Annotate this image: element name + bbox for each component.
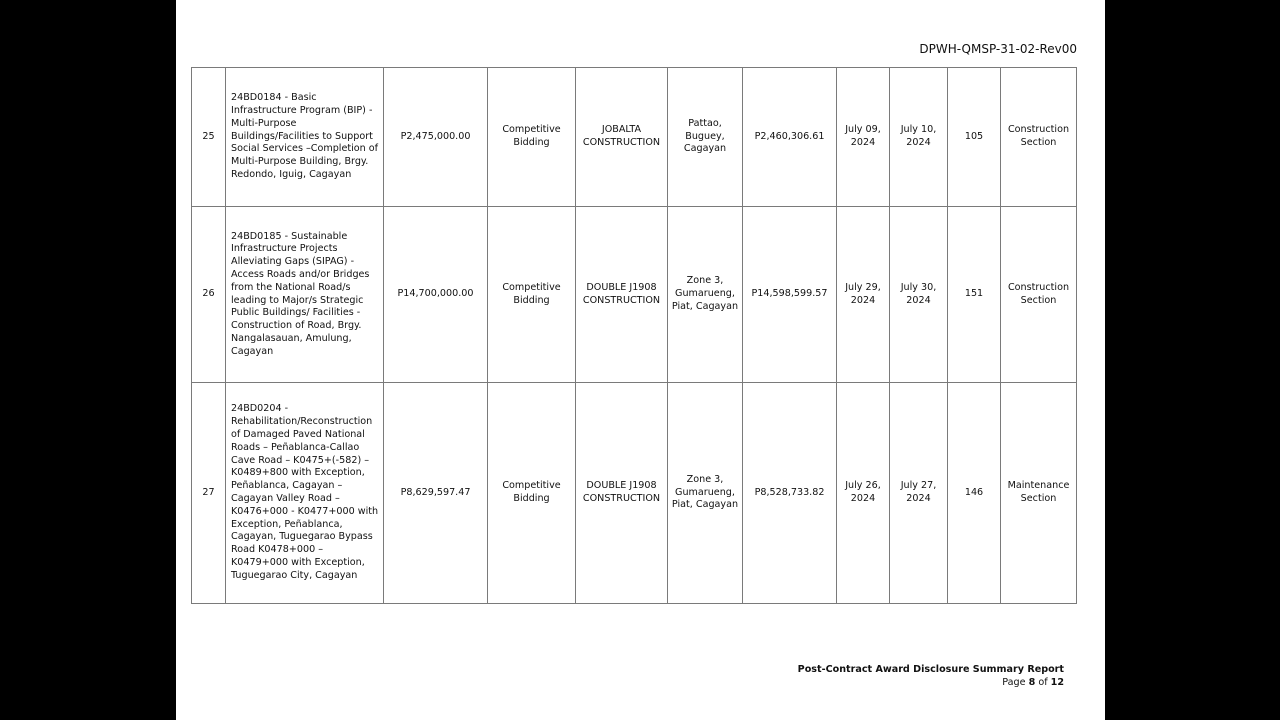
ntp-date: July 30, 2024 [890, 207, 948, 383]
contract-amount: P2,460,306.61 [743, 68, 837, 207]
page-current: 8 [1028, 676, 1036, 688]
contract-duration: 151 [948, 207, 1001, 383]
approved-budget: P2,475,000.00 [384, 68, 488, 207]
document-page [176, 0, 1105, 720]
project-description: 24BD0185 - Sustainable Infrastructure Projects Alleviating Gaps (SIPAG) - Access Roads and/or Bridges from the National Road/s leading to Major/s Strategic Public Buildings/ Facilities - Construction of Road, Brgy. Nangalasauan, Amulung, Cagayan [226, 207, 384, 383]
ntp-date: July 27, 2024 [890, 383, 948, 604]
contract-amount: P8,528,733.82 [743, 383, 837, 604]
contractor-name: DOUBLE J1908 CONSTRUCTION [576, 207, 668, 383]
contractor-name: JOBALTA CONSTRUCTION [576, 68, 668, 207]
table-row [192, 383, 1077, 604]
page-of: of [1038, 676, 1048, 688]
contract-duration: 146 [948, 383, 1001, 604]
report-title: Post-Contract Award Disclosure Summary Report [797, 664, 1064, 675]
contractor-address: Pattao, Buguey, Cagayan [668, 68, 743, 207]
implementing-office: Maintenance Section [1001, 383, 1077, 604]
procurement-mode: Competitive Bidding [488, 207, 576, 383]
ntp-date: July 10, 2024 [890, 68, 948, 207]
table-row [192, 68, 1077, 207]
award-date: July 29, 2024 [837, 207, 890, 383]
contractor-address: Zone 3, Gumarueng, Piat, Cagayan [668, 207, 743, 383]
contractor-name: DOUBLE J1908 CONSTRUCTION [576, 383, 668, 604]
document-code: DPWH-QMSP-31-02-Rev00 [919, 42, 1077, 56]
procurement-mode: Competitive Bidding [488, 383, 576, 604]
implementing-office: Construction Section [1001, 68, 1077, 207]
projects-table [191, 67, 1077, 604]
page-label: Page [1002, 676, 1026, 688]
award-date: July 26, 2024 [837, 383, 890, 604]
procurement-mode: Competitive Bidding [488, 68, 576, 207]
page-total: 12 [1050, 676, 1064, 688]
row-number: 27 [192, 383, 226, 604]
table-row [192, 207, 1077, 383]
implementing-office: Construction Section [1001, 207, 1077, 383]
project-description: 24BD0184 - Basic Infrastructure Program (BIP) - Multi-Purpose Buildings/Facilities to Support Social Services –Completion of Multi-Purpose Building, Brgy. Redondo, Iguig, Cagayan [226, 68, 384, 207]
row-number: 25 [192, 68, 226, 207]
project-description: 24BD0204 - Rehabilitation/Reconstruction of Damaged Paved National Roads – Peñablanca-Callao Cave Road – K0475+(-582) – K0489+800 with Exception, Peñablanca, Cagayan – Cagayan Valley Road – K0476+000 - K0477+000 with Exception, Peñablanca, Cagayan, Tuguegarao Bypass Road K0478+000 – K0479+000 with Exception, Tuguegarao City, Cagayan [226, 383, 384, 604]
contract-amount: P14,598,599.57 [743, 207, 837, 383]
page-indicator [798, 677, 1064, 690]
approved-budget: P8,629,597.47 [384, 383, 488, 604]
contract-duration: 105 [948, 68, 1001, 207]
row-number: 26 [192, 207, 226, 383]
approved-budget: P14,700,000.00 [384, 207, 488, 383]
contractor-address: Zone 3, Gumarueng, Piat, Cagayan [668, 383, 743, 604]
page-footer [798, 664, 1064, 689]
award-date: July 09, 2024 [837, 68, 890, 207]
